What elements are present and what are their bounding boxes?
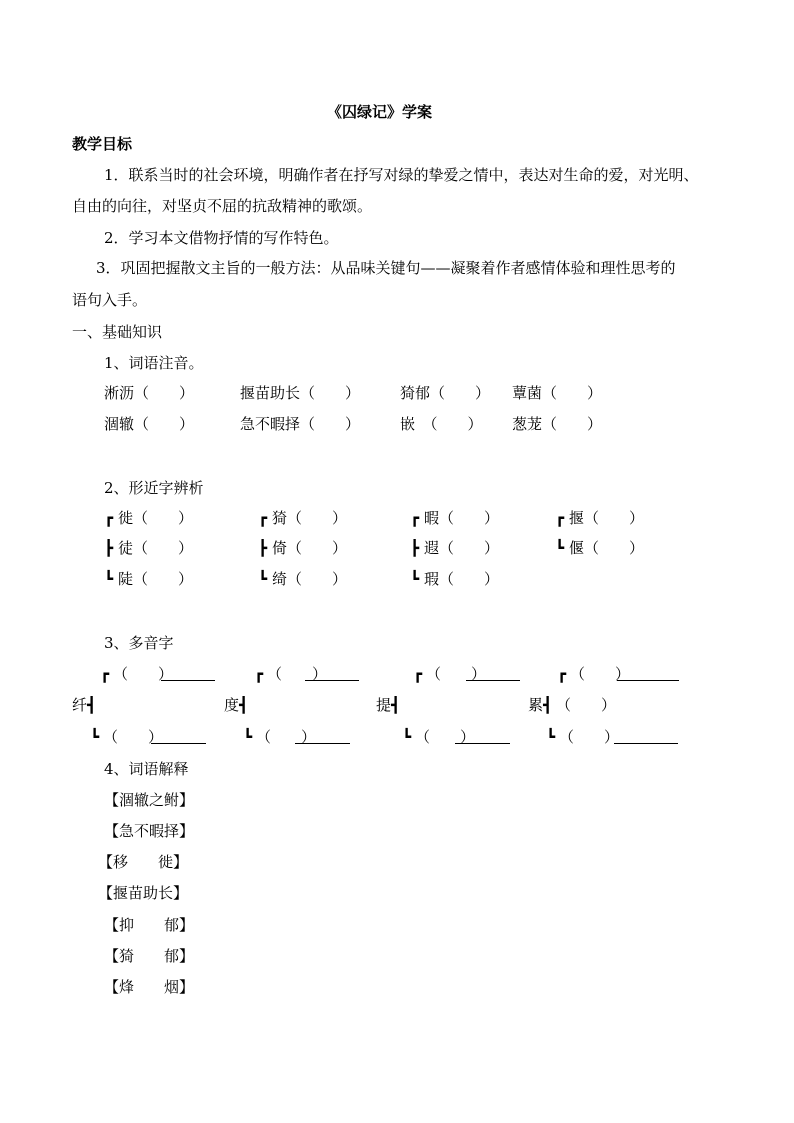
bracket-bottom-icon: ┗ [258, 570, 268, 588]
polyphone-heading: 3、多音字 [104, 634, 174, 652]
polyphone-paren: （ ） [113, 665, 174, 683]
bracket-bottom-icon: ┗ [90, 728, 100, 746]
answer-line [466, 666, 520, 681]
bracket-mid-icon: ┫ [87, 696, 97, 714]
objective-3-line-1: 3．巩固把握散文主旨的一般方法：从品味关键句——凝聚着作者感情体验和理性思考的 [96, 259, 676, 277]
explain-item: 【揠苗助长】 [98, 884, 189, 902]
polyphone-paren: （ ） [103, 728, 164, 746]
pinyin-item: 蕈菌（ ） [512, 384, 603, 402]
similar-item: 遐（ ） [424, 539, 500, 557]
bracket-bottom-icon: ┗ [555, 539, 565, 557]
polyphone-paren: （ ） [556, 696, 617, 714]
pinyin-item: 淅沥（ ） [104, 384, 195, 402]
bracket-bottom-icon: ┗ [402, 728, 412, 746]
bracket-top-icon: ┏ [258, 509, 268, 527]
explain-item: 【烽 烟】 [104, 978, 195, 996]
objective-2: 2．学习本文借物抒情的写作特色。 [104, 229, 339, 247]
page-title: 《囚绿记》学案 [327, 103, 433, 121]
answer-line [455, 729, 510, 744]
explain-item: 【猗 郁】 [104, 947, 195, 965]
pinyin-heading: 1、词语注音。 [104, 354, 204, 372]
pinyin-item: 猗郁（ ） [400, 384, 491, 402]
pinyin-item: 涸辙（ ） [104, 415, 195, 433]
objectives-heading: 教学目标 [72, 135, 133, 153]
bracket-bottom-icon: ┗ [243, 728, 253, 746]
bracket-mid-icon: ┫ [543, 696, 553, 714]
similar-heading: 2、形近字辨析 [104, 479, 204, 497]
bracket-mid-icon: ┫ [391, 696, 401, 714]
explain-heading: 4、词语解释 [104, 760, 189, 778]
explain-item: 【移 徙】 [98, 853, 189, 871]
pinyin-item: 急不暇择（ ） [240, 415, 361, 433]
similar-item: 偃（ ） [569, 539, 645, 557]
explain-item: 【急不暇择】 [104, 822, 195, 840]
answer-line [151, 729, 206, 744]
bracket-bottom-icon: ┗ [546, 728, 556, 746]
section-basic-heading: 一、基础知识 [72, 323, 163, 341]
bracket-top-icon: ┏ [254, 665, 264, 683]
objective-1-line-1: 1．联系当时的社会环境，明确作者在抒写对绿的挚爱之情中，表达对生命的爱，对光明、 [104, 166, 699, 184]
answer-line [305, 666, 359, 681]
bracket-top-icon: ┏ [555, 509, 565, 527]
similar-item: 徒（ ） [118, 539, 194, 557]
answer-line [614, 729, 678, 744]
polyphone-paren: （ ） [256, 728, 317, 746]
polyphone-char: 度 [224, 696, 240, 714]
bracket-top-icon: ┏ [100, 665, 110, 683]
polyphone-char: 提 [376, 696, 392, 714]
similar-item: 绮（ ） [272, 570, 348, 588]
pinyin-item: 葱茏（ ） [512, 415, 603, 433]
explain-item: 【抑 郁】 [104, 916, 195, 934]
pinyin-item: 揠苗助长（ ） [240, 384, 361, 402]
similar-item: 倚（ ） [272, 539, 348, 557]
bracket-bottom-icon: ┗ [410, 570, 420, 588]
similar-item: 瑕（ ） [424, 570, 500, 588]
bracket-top-icon: ┏ [413, 665, 423, 683]
objective-3-line-2: 语句入手。 [72, 291, 148, 309]
similar-item: 徙（ ） [118, 509, 194, 527]
polyphone-char: 纤 [72, 696, 88, 714]
similar-item: 陡（ ） [118, 570, 194, 588]
similar-item: 猗（ ） [272, 509, 348, 527]
similar-item: 揠（ ） [569, 509, 645, 527]
objective-1-line-2: 自由的向往，对坚贞不屈的抗敌精神的歌颂。 [72, 197, 373, 215]
polyphone-paren: （ ） [426, 665, 487, 683]
answer-line [617, 666, 679, 681]
bracket-top-icon: ┏ [557, 665, 567, 683]
bracket-mid-icon: ┣ [410, 539, 420, 557]
polyphone-paren: （ ） [415, 728, 476, 746]
bracket-bottom-icon: ┗ [104, 570, 114, 588]
bracket-mid-icon: ┫ [239, 696, 249, 714]
polyphone-paren: （ ） [559, 728, 620, 746]
bracket-top-icon: ┏ [104, 509, 114, 527]
polyphone-char: 累 [528, 696, 544, 714]
bracket-mid-icon: ┣ [258, 539, 268, 557]
answer-line [295, 729, 350, 744]
pinyin-item: 嵌 （ ） [400, 415, 483, 433]
answer-line [161, 666, 215, 681]
bracket-top-icon: ┏ [410, 509, 420, 527]
similar-item: 暇（ ） [424, 509, 500, 527]
explain-item: 【涸辙之鲋】 [104, 791, 195, 809]
polyphone-paren: （ ） [570, 665, 631, 683]
bracket-mid-icon: ┣ [104, 539, 114, 557]
polyphone-paren: （ ） [267, 665, 328, 683]
